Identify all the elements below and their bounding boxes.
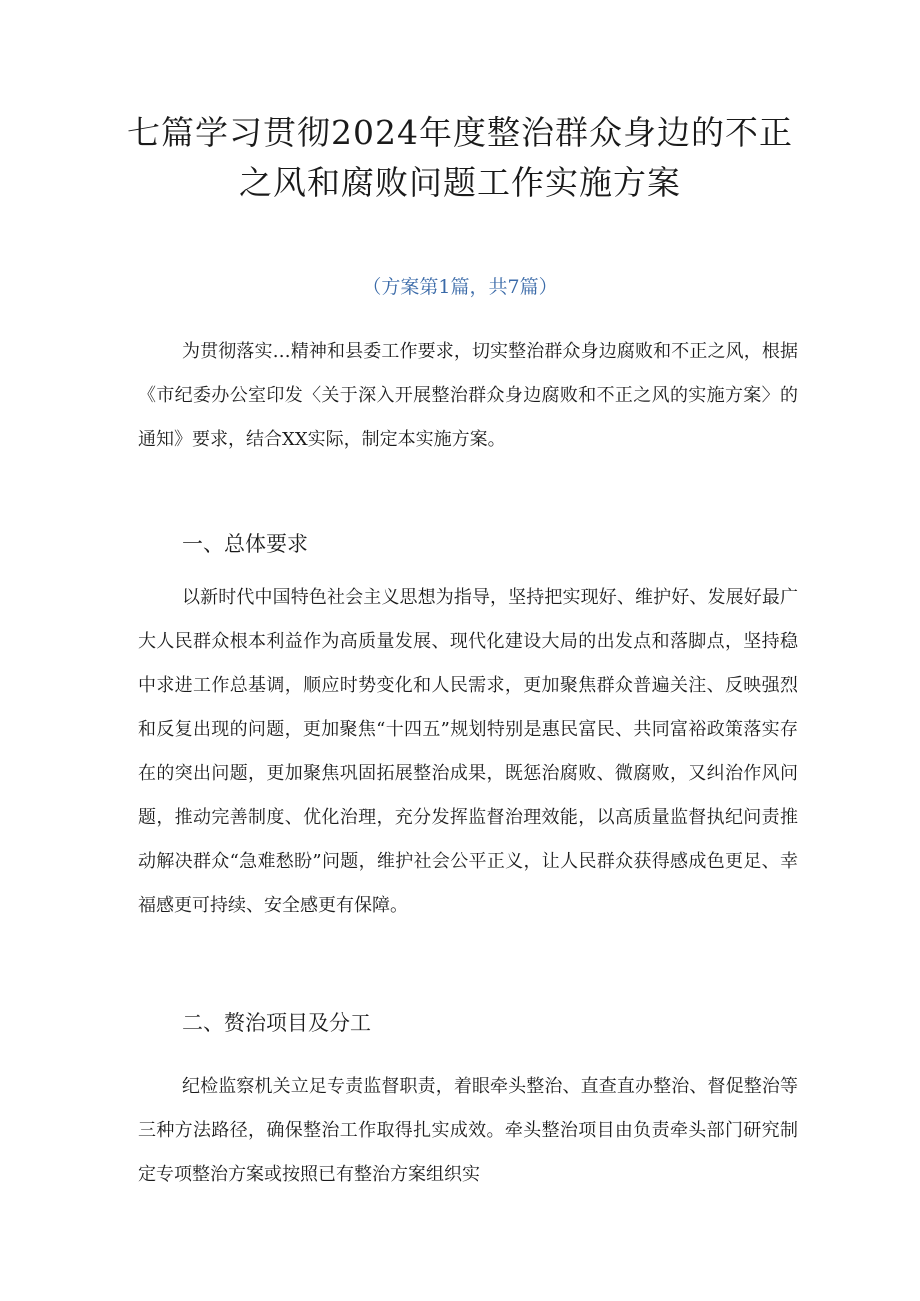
section-body-general-requirements: 以新时代中国特色社会主义思想为指导，坚持把实现好、维护好、发展好最广大人民群众根本利益作为高质量发展、现代化建设大局的出发点和落脚点，坚持稳中求进工作总基调，顺应时势变化和人民需求，更加聚焦群众普遍关注、反映强烈和反复出现的问题，更加聚焦“十四五”规划特别是惠民富民、共同富裕政策落实存在的突出问题，更加聚焦巩固拓展整治成果，既惩治腐败、微腐败，又纠治作风问题，推动完善制度、优化治理，充分发挥监督治理效能，以高质量监督执纪问责推动解决群众“急难愁盼”问题，维护社会公平正义，让人民群众获得感成色更足、幸福感更可持续、安全感更有保障。: [138, 587, 798, 916]
document-subtitle: （方案第1篇，共7篇）: [362, 276, 558, 298]
document-title: 七篇学习贯彻2024年度整治群众身边的不正之风和腐败问题工作实施方案: [127, 113, 793, 202]
section-heading-general-requirements: 一、总体要求: [182, 532, 308, 556]
intro-paragraph: 为贯彻落实…精神和县委工作要求，切实整治群众身边腐败和不正之风，根据《市纪委办公室印发〈关于深入开展整治群众身边腐败和不正之风的实施方案〉的通知》要求，结合XX实际，制定本实施方案。: [138, 341, 798, 450]
section-heading-rectification-projects: 二、赘治项目及分工: [182, 1011, 371, 1035]
section-body-rectification-projects: 纪检监察机关立足专责监督职责，着眼牵头整治、直查直办整治、督促整治等三种方法路径，确保整治工作取得扎实成效。牵头整治项目由负责牵头部门研究制定专项整治方案或按照已有整治方案组织实: [138, 1076, 798, 1185]
